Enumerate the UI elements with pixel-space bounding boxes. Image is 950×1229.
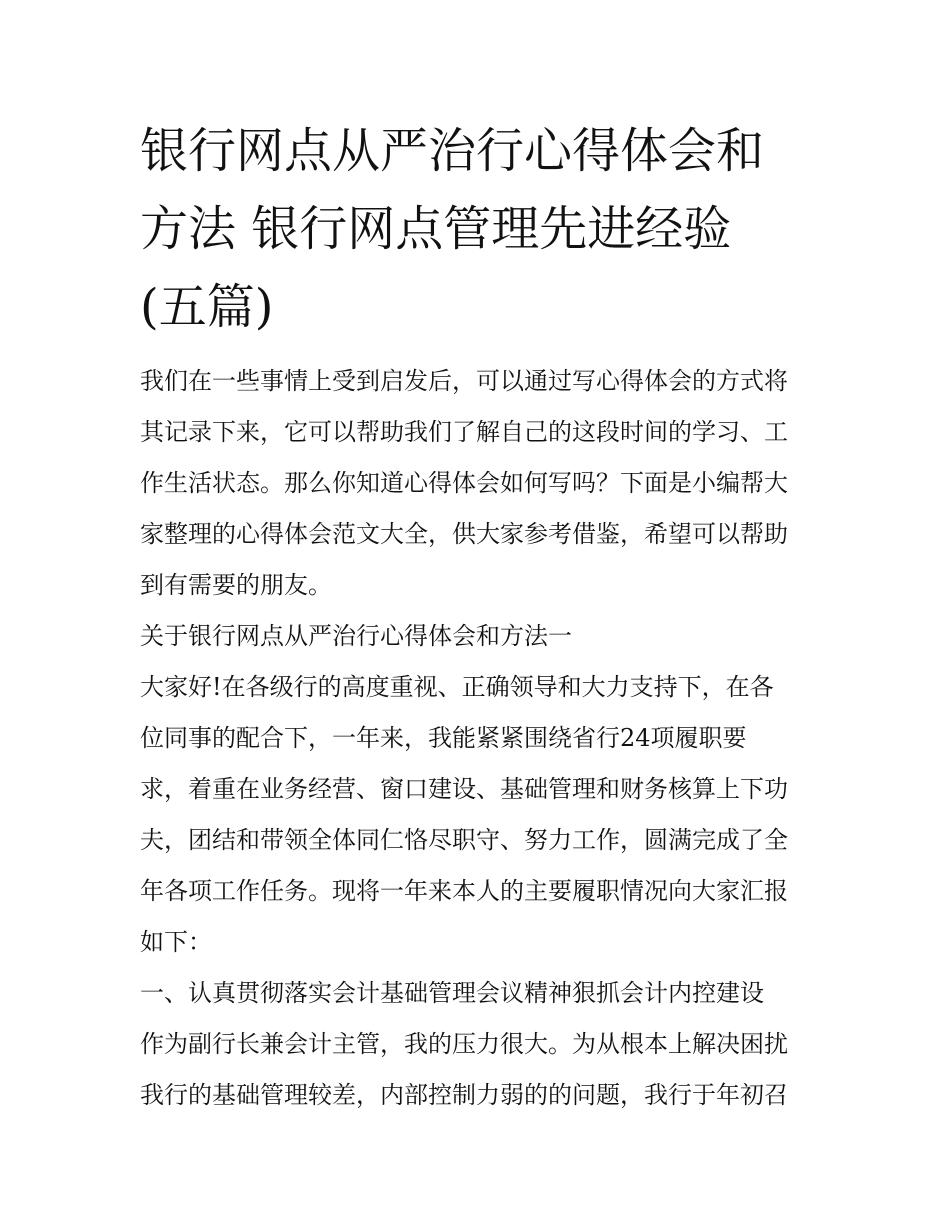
- body-line: 作生活状态。那么你知道心得体会如何写吗？下面是小编帮大: [140, 469, 788, 497]
- document-title: [140, 112, 840, 346]
- body-line: 家整理的心得体会范文大全，供大家参考借鉴，希望可以帮助: [140, 520, 788, 548]
- body-line: 大家好!在各级行的高度重视、正确领导和大力支持下，在各: [140, 673, 774, 701]
- section-heading: 关于银行网点从严治行心得体会和方法一: [140, 622, 572, 650]
- body-line: 夫，团结和带领全体同仁恪尽职守、努力工作，圆满完成了全: [140, 826, 788, 854]
- body-line: 作为副行长兼会计主管，我的压力很大。为从根本上解决困扰: [140, 1030, 788, 1058]
- body-line: 我行的基础管理较差，内部控制力弱的的问题，我行于年初召: [140, 1081, 788, 1109]
- body-line: 我们在一些事情上受到启发后，可以通过写心得体会的方式将: [140, 367, 788, 395]
- section-heading: 一、认真贯彻落实会计基础管理会议精神狠抓会计内控建设: [140, 979, 764, 1007]
- document-body: [140, 356, 830, 1121]
- title-line: (五篇): [140, 279, 274, 335]
- body-line: 到有需要的朋友。: [140, 571, 332, 599]
- title-line: 银行网点从严治行心得体会和: [140, 123, 765, 179]
- body-line: 求，着重在业务经营、窗口建设、基础管理和财务核算上下功: [140, 775, 788, 803]
- body-line: 如下：: [140, 928, 212, 956]
- title-line: 方法 银行网点管理先进经验: [140, 201, 732, 257]
- body-line: 位同事的配合下，一年来，我能紧紧围绕省行24项履职要: [140, 724, 747, 752]
- body-line: 年各项工作任务。现将一年来本人的主要履职情况向大家汇报: [140, 877, 788, 905]
- body-line: 其记录下来，它可以帮助我们了解自己的这段时间的学习、工: [140, 418, 788, 446]
